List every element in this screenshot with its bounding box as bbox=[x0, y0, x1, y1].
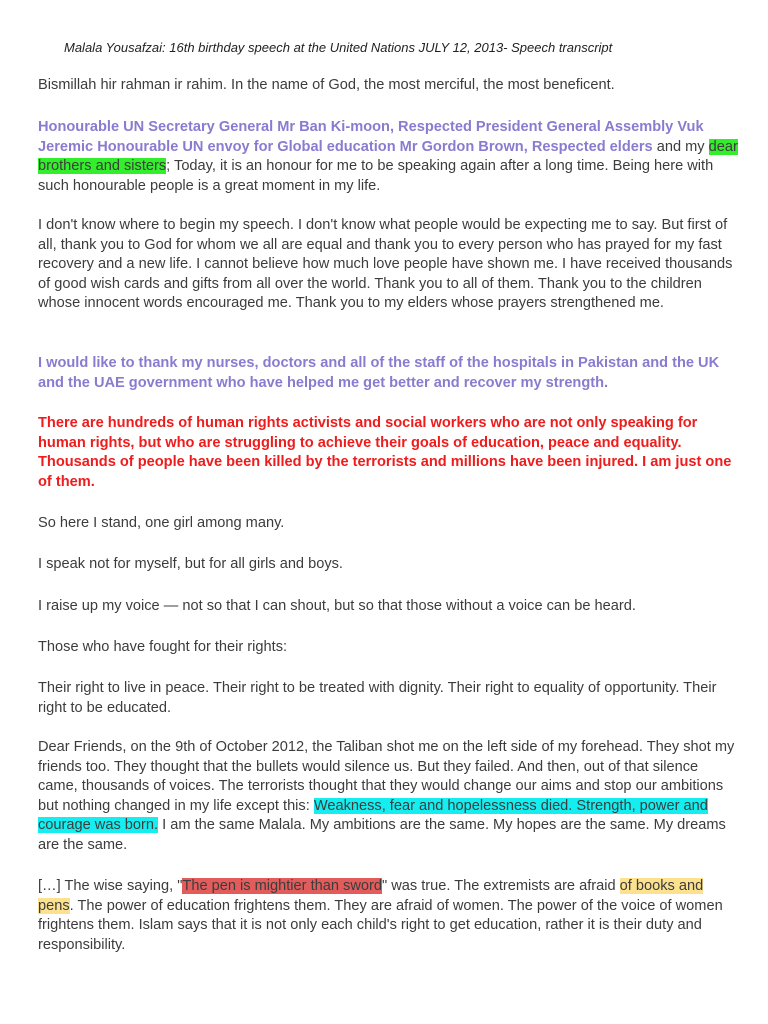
greeting-dignitaries: Honourable UN Secretary General Mr Ban Ki-moon, Respected President General Assembly Vuk Jeremic Honourable UN envoy for Global education Mr Gordon Brown, Respected elders bbox=[38, 119, 704, 155]
paragraph-fought-rights: Those who have fought for their rights: bbox=[38, 639, 288, 655]
dear-friends-highlight: Weakness, fear and hopelessness died. Strength, power and courage was born. bbox=[38, 797, 708, 834]
paragraph-speak-not: I speak not for myself, but for all girls and boys. bbox=[38, 556, 343, 572]
dear-friends-post: I am the same Malala. My ambitions are the same. My hopes are the same. My dreams are the same. bbox=[38, 817, 726, 853]
greeting-pre: and my bbox=[652, 138, 709, 155]
paragraph-here-i-stand: So here I stand, one girl among many. bbox=[38, 515, 285, 531]
paragraph-raise-voice: I raise up my voice — not so that I can shout, but so that those without a voice can be heard. bbox=[38, 598, 636, 614]
paragraph-greeting bbox=[38, 118, 738, 196]
wise-saying-pre: […] The wise saying, " bbox=[38, 878, 183, 894]
paragraph-wise-saying bbox=[38, 877, 738, 955]
greeting-post: ; Today, it is an honour for me to be speaking again after a long time. Being here with such honourable people is a great moment in my life. bbox=[38, 158, 714, 194]
document-header: Malala Yousafzai: 16th birthday speech at the United Nations JULY 12, 2013- Speech transcript bbox=[64, 40, 613, 55]
paragraph-opening: Bismillah hir rahman ir rahim. In the name of God, the most merciful, the most beneficent. bbox=[38, 77, 615, 93]
paragraph-thanks: I don't know where to begin my speech. I don't know what people would be expecting me to say. But first of all, thank you to God for whom we all are equal and thank you to every person who has prayed for my fast recovery and a new life. I cannot believe how much love people have shown me. I have received thousands of good wish cards and gifts from all over the world. Thank you to all of them. Thank you to the children whose innocent words encouraged me. Thank you to my elders whose prayers strengthened me. bbox=[38, 217, 733, 312]
paragraph-dear-friends bbox=[38, 738, 738, 856]
paragraph-rights-list: Their right to live in peace. Their right to be treated with dignity. Their right to equality of opportunity. Their right to be educated. bbox=[38, 680, 717, 716]
wise-saying-mid: " was true. The extremists are afraid bbox=[381, 878, 620, 894]
paragraph-hospital-thanks: I would like to thank my nurses, doctors and all of the staff of the hospitals in Pakistan and the UK and the UAE government who have helped me get better and recover my strength. bbox=[38, 355, 720, 391]
dear-friends-pre: Dear Friends, on the 9th of October 2012, the Taliban shot me on the left side of my forehead. They shot my friends too. They thought that the bullets would silence us. But they failed. And then, out of that silence came, thousands of voices. The terrorists thought that they would change our aims and stop our ambitions but nothing changed in my life except this: bbox=[38, 739, 735, 814]
wise-saying-highlight-pen: The pen is mightier than sword bbox=[182, 878, 382, 894]
greeting-highlight: dear brothers and sisters bbox=[38, 138, 738, 175]
wise-saying-highlight-books: of books and pens bbox=[38, 878, 704, 914]
wise-saying-post: . The power of education frightens them. They are afraid of women. The power of the voice of women frightens them. Islam says that it is not only each child's right to get education, rather it is their duty and responsibility. bbox=[38, 897, 723, 953]
paragraph-activists: There are hundreds of human rights activists and social workers who are not only speaking for human rights, but who are struggling to achieve their goals of education, peace and equality. Thousands of people have been killed by the terrorists and millions have been injured. I am just one of them. bbox=[38, 415, 732, 490]
